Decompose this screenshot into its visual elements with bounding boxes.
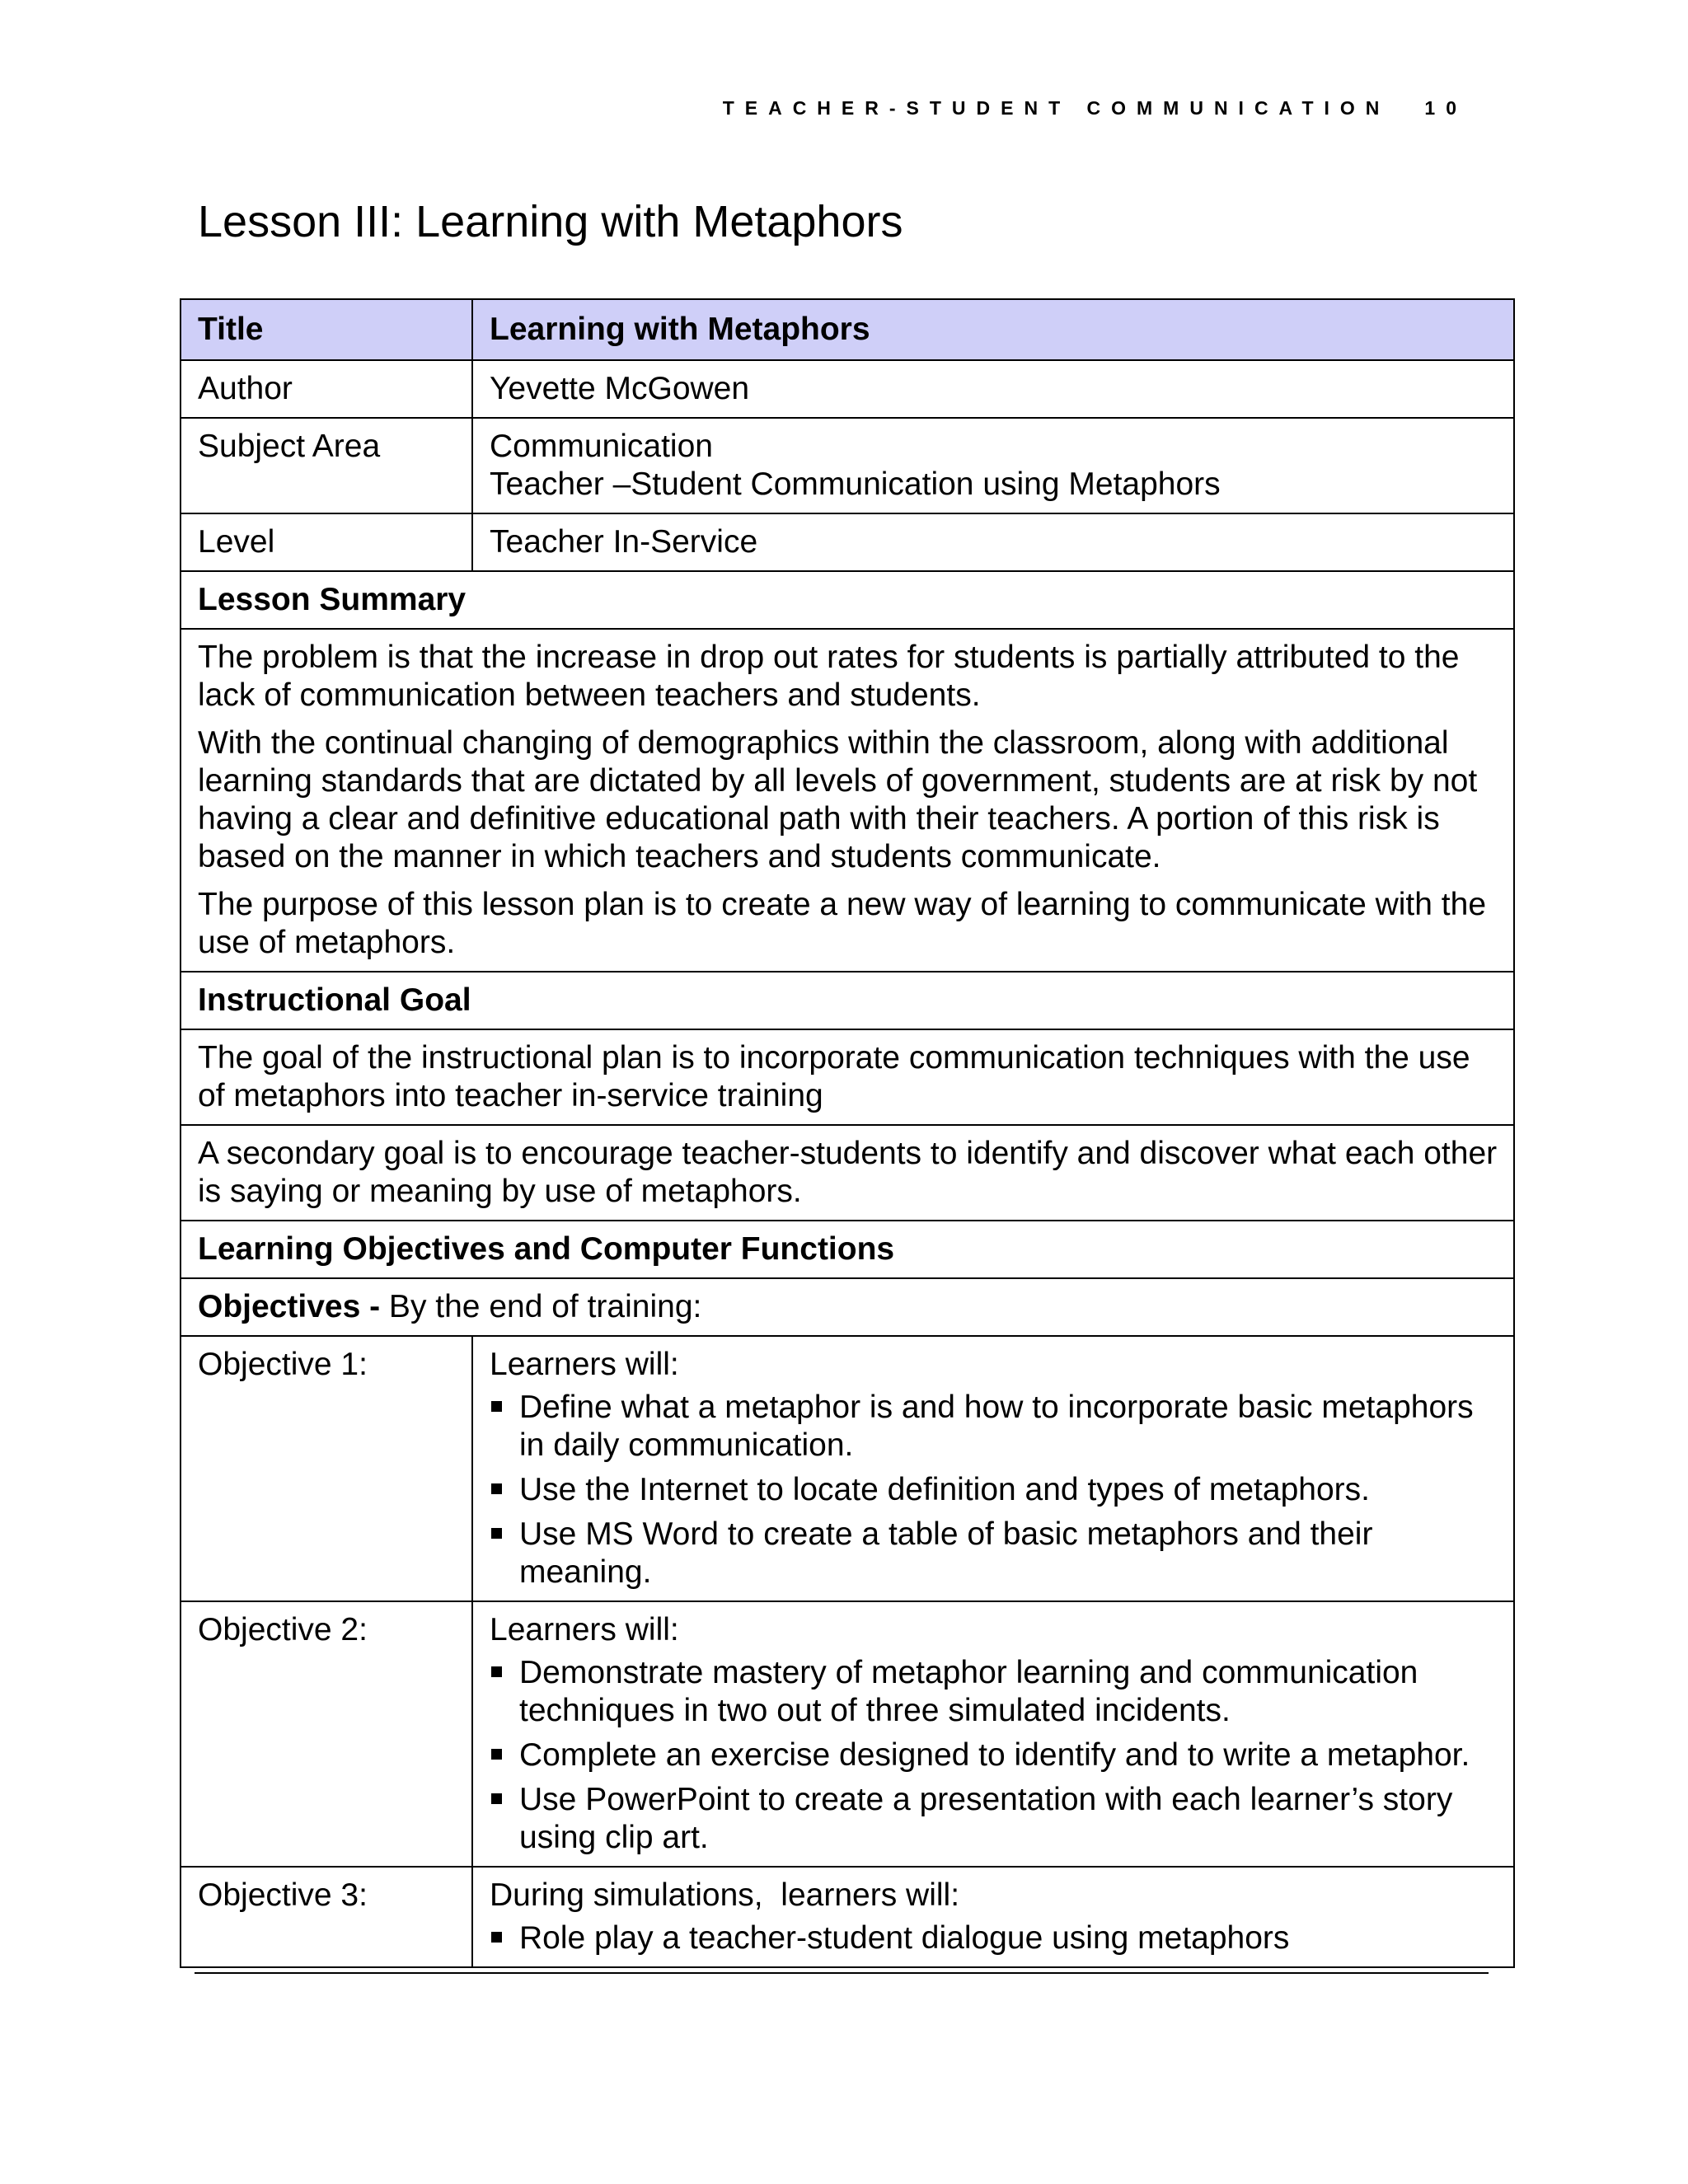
author-label: Author [181,360,472,418]
objective-item [490,1736,1498,1774]
square-bullet-icon [491,1528,502,1539]
objective-item-text: Demonstrate mastery of metaphor learning and communication techniques in two out of three simulated incidents. [519,1655,1418,1728]
goal-heading-row [181,972,1514,1029]
objective-item [490,1389,1498,1465]
subject-value-line-2: Teacher –Student Communication using Metaphors [490,466,1221,502]
summary-paragraph: The purpose of this lesson plan is to create a new way of learning to communicate with the use of metaphors. [198,887,1487,960]
objective-lead: Learners will: [490,1612,679,1647]
square-bullet-icon [491,1749,502,1760]
title-value: Learning with Metaphors [472,299,1514,360]
objectives-intro-bold: Objectives - [198,1289,381,1324]
objective-item-text: Use MS Word to create a table of basic metaphors and their meaning. [519,1516,1373,1590]
objective-row [181,1867,1514,1967]
objective-item [490,1654,1498,1730]
objective-list [490,1919,1498,1957]
objectives-heading-row [181,1221,1514,1278]
objective-item-text: Use the Internet to locate definition and types of metaphors. [519,1472,1370,1507]
objective-item-text: Define what a metaphor is and how to incorporate basic metaphors in daily communication. [519,1390,1474,1463]
title-row [181,299,1514,360]
objective-label: Objective 3: [181,1867,472,1967]
objective-list [490,1654,1498,1857]
objective-item-text: Use PowerPoint to create a presentation with each learner’s story using clip art. [519,1782,1453,1855]
objective-lead: During simulations, learners will: [490,1877,960,1913]
objective-item [490,1516,1498,1591]
objective-list [490,1389,1498,1591]
square-bullet-icon [491,1483,502,1494]
objectives-intro-text: By the end of training: [380,1289,702,1324]
running-title: TEACHER-STUDENT COMMUNICATION [722,97,1390,119]
objective-content [472,1867,1514,1967]
goal-secondary: A secondary goal is to encourage teacher-students to identify and discover what each other is saying or meaning by use of metaphors. [181,1125,1514,1221]
objective-item [490,1781,1498,1857]
footer-divider [195,1972,1489,1974]
objective-item [490,1919,1498,1957]
goal-heading: Instructional Goal [181,972,1514,1029]
subject-value-line-1: Communication [490,429,713,464]
summary-body [181,629,1514,972]
title-label: Title [181,299,472,360]
lesson-plan-table [180,298,1515,1968]
objective-item-text: Complete an exercise designed to identify and to write a metaphor. [519,1737,1470,1773]
square-bullet-icon [491,1793,502,1804]
objective-item [490,1471,1498,1509]
objectives-intro [181,1278,1514,1336]
objective-lead: Learners will: [490,1347,679,1382]
objective-content [472,1336,1514,1601]
summary-body-row [181,629,1514,972]
goal-primary: The goal of the instructional plan is to incorporate communication techniques with the use of metaphors into teacher in-service training [181,1029,1514,1125]
level-row [181,513,1514,571]
summary-heading: Lesson Summary [181,571,1514,629]
summary-heading-row [181,571,1514,629]
objectives-heading: Learning Objectives and Computer Functions [181,1221,1514,1278]
objective-label: Objective 1: [181,1336,472,1601]
objective-label: Objective 2: [181,1601,472,1867]
objective-content [472,1601,1514,1867]
summary-paragraph: The problem is that the increase in drop out rates for students is partially attributed to the lack of communication between teachers and students. [198,640,1460,713]
goal-primary-row [181,1029,1514,1125]
summary-paragraph: With the continual changing of demographics within the classroom, along with additional learning standards that are dictated by all levels of government, students are at risk by not having a clear and definitive educational path with their teachers. A portion of this risk is based on the manner in which teachers and students communicate. [198,725,1478,874]
author-value: Yevette McGowen [472,360,1514,418]
square-bullet-icon [491,1932,502,1943]
level-label: Level [181,513,472,571]
square-bullet-icon [491,1401,502,1412]
subject-row [181,418,1514,513]
lesson-title: Lesson III: Learning with Metaphors [198,197,903,246]
running-header [723,97,1467,120]
goal-secondary-row [181,1125,1514,1221]
subject-value [472,418,1514,513]
objective-row [181,1336,1514,1601]
subject-label: Subject Area [181,418,472,513]
objective-row [181,1601,1514,1867]
page-number: 10 [1424,97,1467,119]
square-bullet-icon [491,1666,502,1677]
author-row [181,360,1514,418]
level-value: Teacher In-Service [472,513,1514,571]
objective-item-text: Role play a teacher-student dialogue using metaphors [519,1920,1290,1956]
objectives-intro-row [181,1278,1514,1336]
